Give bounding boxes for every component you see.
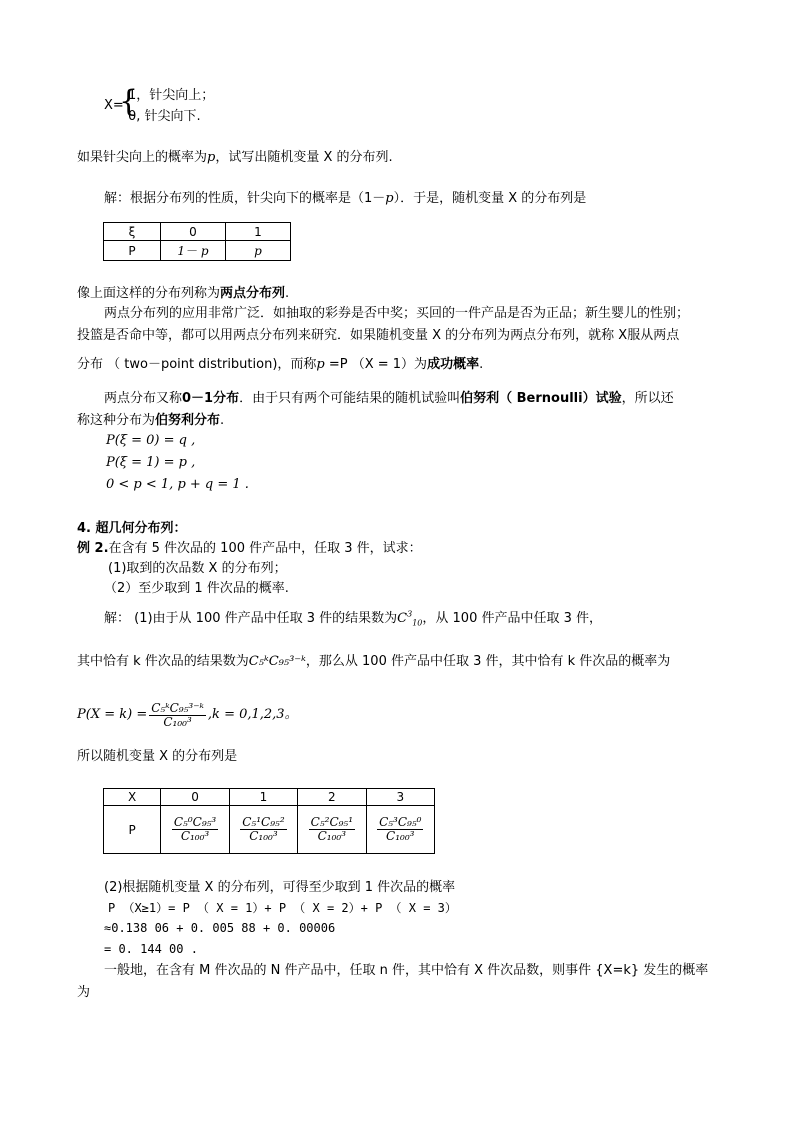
piecewise-case-2: 0, 针尖向下. (128, 109, 201, 124)
piecewise-case-1: 1，针尖向上； (128, 88, 215, 103)
app3-post: . (479, 357, 484, 372)
formula-p-one: P(ξ = 1) = p , (106, 455, 196, 470)
table1-cell-1: p (226, 241, 291, 261)
sol2-l1-pre: 解： (1)由于从 100 件产品中任取 3 件的结果数为 (104, 611, 398, 626)
bern1-mid: ．由于只有两个可能结果的随机试验叫 (239, 391, 461, 406)
pmf-numerator: C₅ᵏC₉₅³⁻ᵏ (151, 700, 204, 715)
table2-cell-0: $\frac{\text{C₅⁰C₉₅³}}{\text{C₁₀₀³}}$ (161, 806, 229, 854)
bernoulli-distribution-term: 伯努利分布 (155, 413, 221, 428)
bernoulli-trial-term: 伯努利（ Bernoulli）试验 (460, 391, 622, 406)
solution-2b-line-1: (2)根据随机变量 X 的分布列，可得至少取到 1 件次品的概率 (104, 880, 456, 895)
var-p: p (316, 357, 325, 372)
solution-2b-line-4: = 0. 144 00 . (104, 942, 198, 956)
distribution-table-2 (103, 788, 435, 854)
solution-2b-line-2: P （X≥1）= P （ X = 1）+ P （ X = 2）+ P （ X = 3） (108, 901, 457, 915)
table2-header-3: 3 (366, 789, 434, 806)
sol2-l1-post: ，从 100 件产品中任取 3 件， (422, 611, 603, 626)
example-question-1: (1)取到的次品数 X 的分布列； (108, 561, 287, 576)
general-line-1: 一般地，在含有 M 件次品的 N 件产品中，任取 n 件，其中恰有 X 件次品数，则事件 {X=k} 发生的概率 (104, 963, 709, 978)
example-question-2: （2）至少取到 1 件次品的概率. (104, 581, 289, 596)
table2-cell-1: $\frac{\text{C₅¹C₉₅²}}{\text{C₁₀₀³}}$ (229, 806, 297, 854)
example-2-text: 在含有 5 件次品的 100 件产品中，任取 3 件，试求： (108, 541, 422, 556)
question-line (77, 150, 393, 166)
app3-pre: 分布 （ two－point distribution)，而称 (77, 357, 317, 372)
table2-header-0: 0 (161, 789, 229, 806)
piecewise-lhs: X= (104, 98, 124, 113)
pmf-formula (77, 695, 298, 735)
distribution-intro: 所以随机变量 X 的分布列是 (77, 749, 238, 764)
sol2-l2-post: ，那么从 100 件产品中任取 3 件，其中恰有 k 件次品的概率为 (305, 654, 671, 669)
bernoulli-line-1 (104, 391, 674, 407)
pmf-fraction (149, 702, 206, 729)
example-2-line (77, 541, 422, 557)
var-p: p (207, 150, 216, 165)
bern1-post: ，所以还 (621, 391, 674, 406)
general-line-2: 为 (77, 985, 91, 1000)
application-line-3 (77, 357, 483, 373)
table2-row-label: P (104, 806, 161, 854)
combination-c-10-3: $C^3_{10}$ (397, 609, 423, 628)
formula-constraint: 0 < p < 1, p + q = 1 . (106, 477, 249, 492)
example-2-label: 例 2. (77, 541, 109, 556)
solution-2-line-2 (77, 654, 670, 670)
solution-1-line (104, 191, 586, 207)
bernoulli-line-2 (77, 413, 224, 429)
bern2-post: . (220, 413, 225, 428)
application-line-1: 两点分布列的应用非常广泛．如抽取的彩券是否中奖；买回的一件产品是否为正品；新生婴儿的性别； (104, 306, 690, 321)
question-text-post: ，试写出随机变量 X 的分布列. (215, 150, 393, 165)
solution-2-line-1 (104, 611, 602, 627)
application-line-2: 投篮是否命中等，都可以用两点分布列来研究．如果随机变量 X 的分布列为两点分布列，就称 X服从两点 (77, 328, 680, 343)
pmf-lhs: P(X = k) = (77, 707, 148, 722)
bern1-pre: 两点分布又称 (104, 391, 183, 406)
pmf-denominator: C₁₀₀³ (163, 714, 192, 729)
table1-cell-0: 1－ p (161, 241, 226, 261)
app3-mid: =P （X = 1）为 (324, 357, 428, 372)
two-point-paragraph (77, 286, 289, 302)
combination-product: C₅ᵏC₉₅³⁻ᵏ (248, 654, 306, 669)
zero-one-term: 0－1分布 (182, 391, 240, 406)
section-4-heading: 4. 超几何分布列： (77, 521, 187, 536)
solution-2b-line-3: ≈0.138 06 + 0. 005 88 + 0. 00006 (104, 921, 336, 935)
table1-header-xi: ξ (104, 223, 161, 241)
question-text-pre: 如果针尖向上的概率为 (77, 150, 208, 165)
var-p: p (385, 191, 394, 206)
table2-header-2: 2 (298, 789, 366, 806)
distribution-table-1 (103, 222, 291, 261)
sol2-l2-pre: 其中恰有 k 件次品的结果数为 (77, 654, 249, 669)
table2-cell-2: $\frac{\text{C₅²C₉₅¹}}{\text{C₁₀₀³}}$ (298, 806, 366, 854)
two-point-pre: 像上面这样的分布列称为 (77, 286, 221, 301)
table2-header-x: X (104, 789, 161, 806)
table1-header-1: 1 (226, 223, 291, 241)
formula-p-zero: P(ξ = 0) = q , (106, 433, 196, 448)
bern2-pre: 称这种分布为 (77, 413, 156, 428)
solution-1-post: ）．于是，随机变量 X 的分布列是 (393, 191, 587, 206)
two-point-term: 两点分布列 (220, 286, 286, 301)
table1-header-0: 0 (161, 223, 226, 241)
success-probability-term: 成功概率 (427, 357, 480, 372)
pmf-rhs: ,k = 0,1,2,3。 (207, 707, 298, 722)
solution-1-pre: 解：根据分布列的性质，针尖向下的概率是（1－ (104, 191, 386, 206)
two-point-post: . (285, 286, 290, 301)
table1-row-label: P (104, 241, 161, 261)
table2-cell-3: $\frac{\text{C₅³C₉₅⁰}}{\text{C₁₀₀³}}$ (366, 806, 434, 854)
left-brace-icon: { (119, 84, 139, 119)
table2-header-1: 1 (229, 789, 297, 806)
